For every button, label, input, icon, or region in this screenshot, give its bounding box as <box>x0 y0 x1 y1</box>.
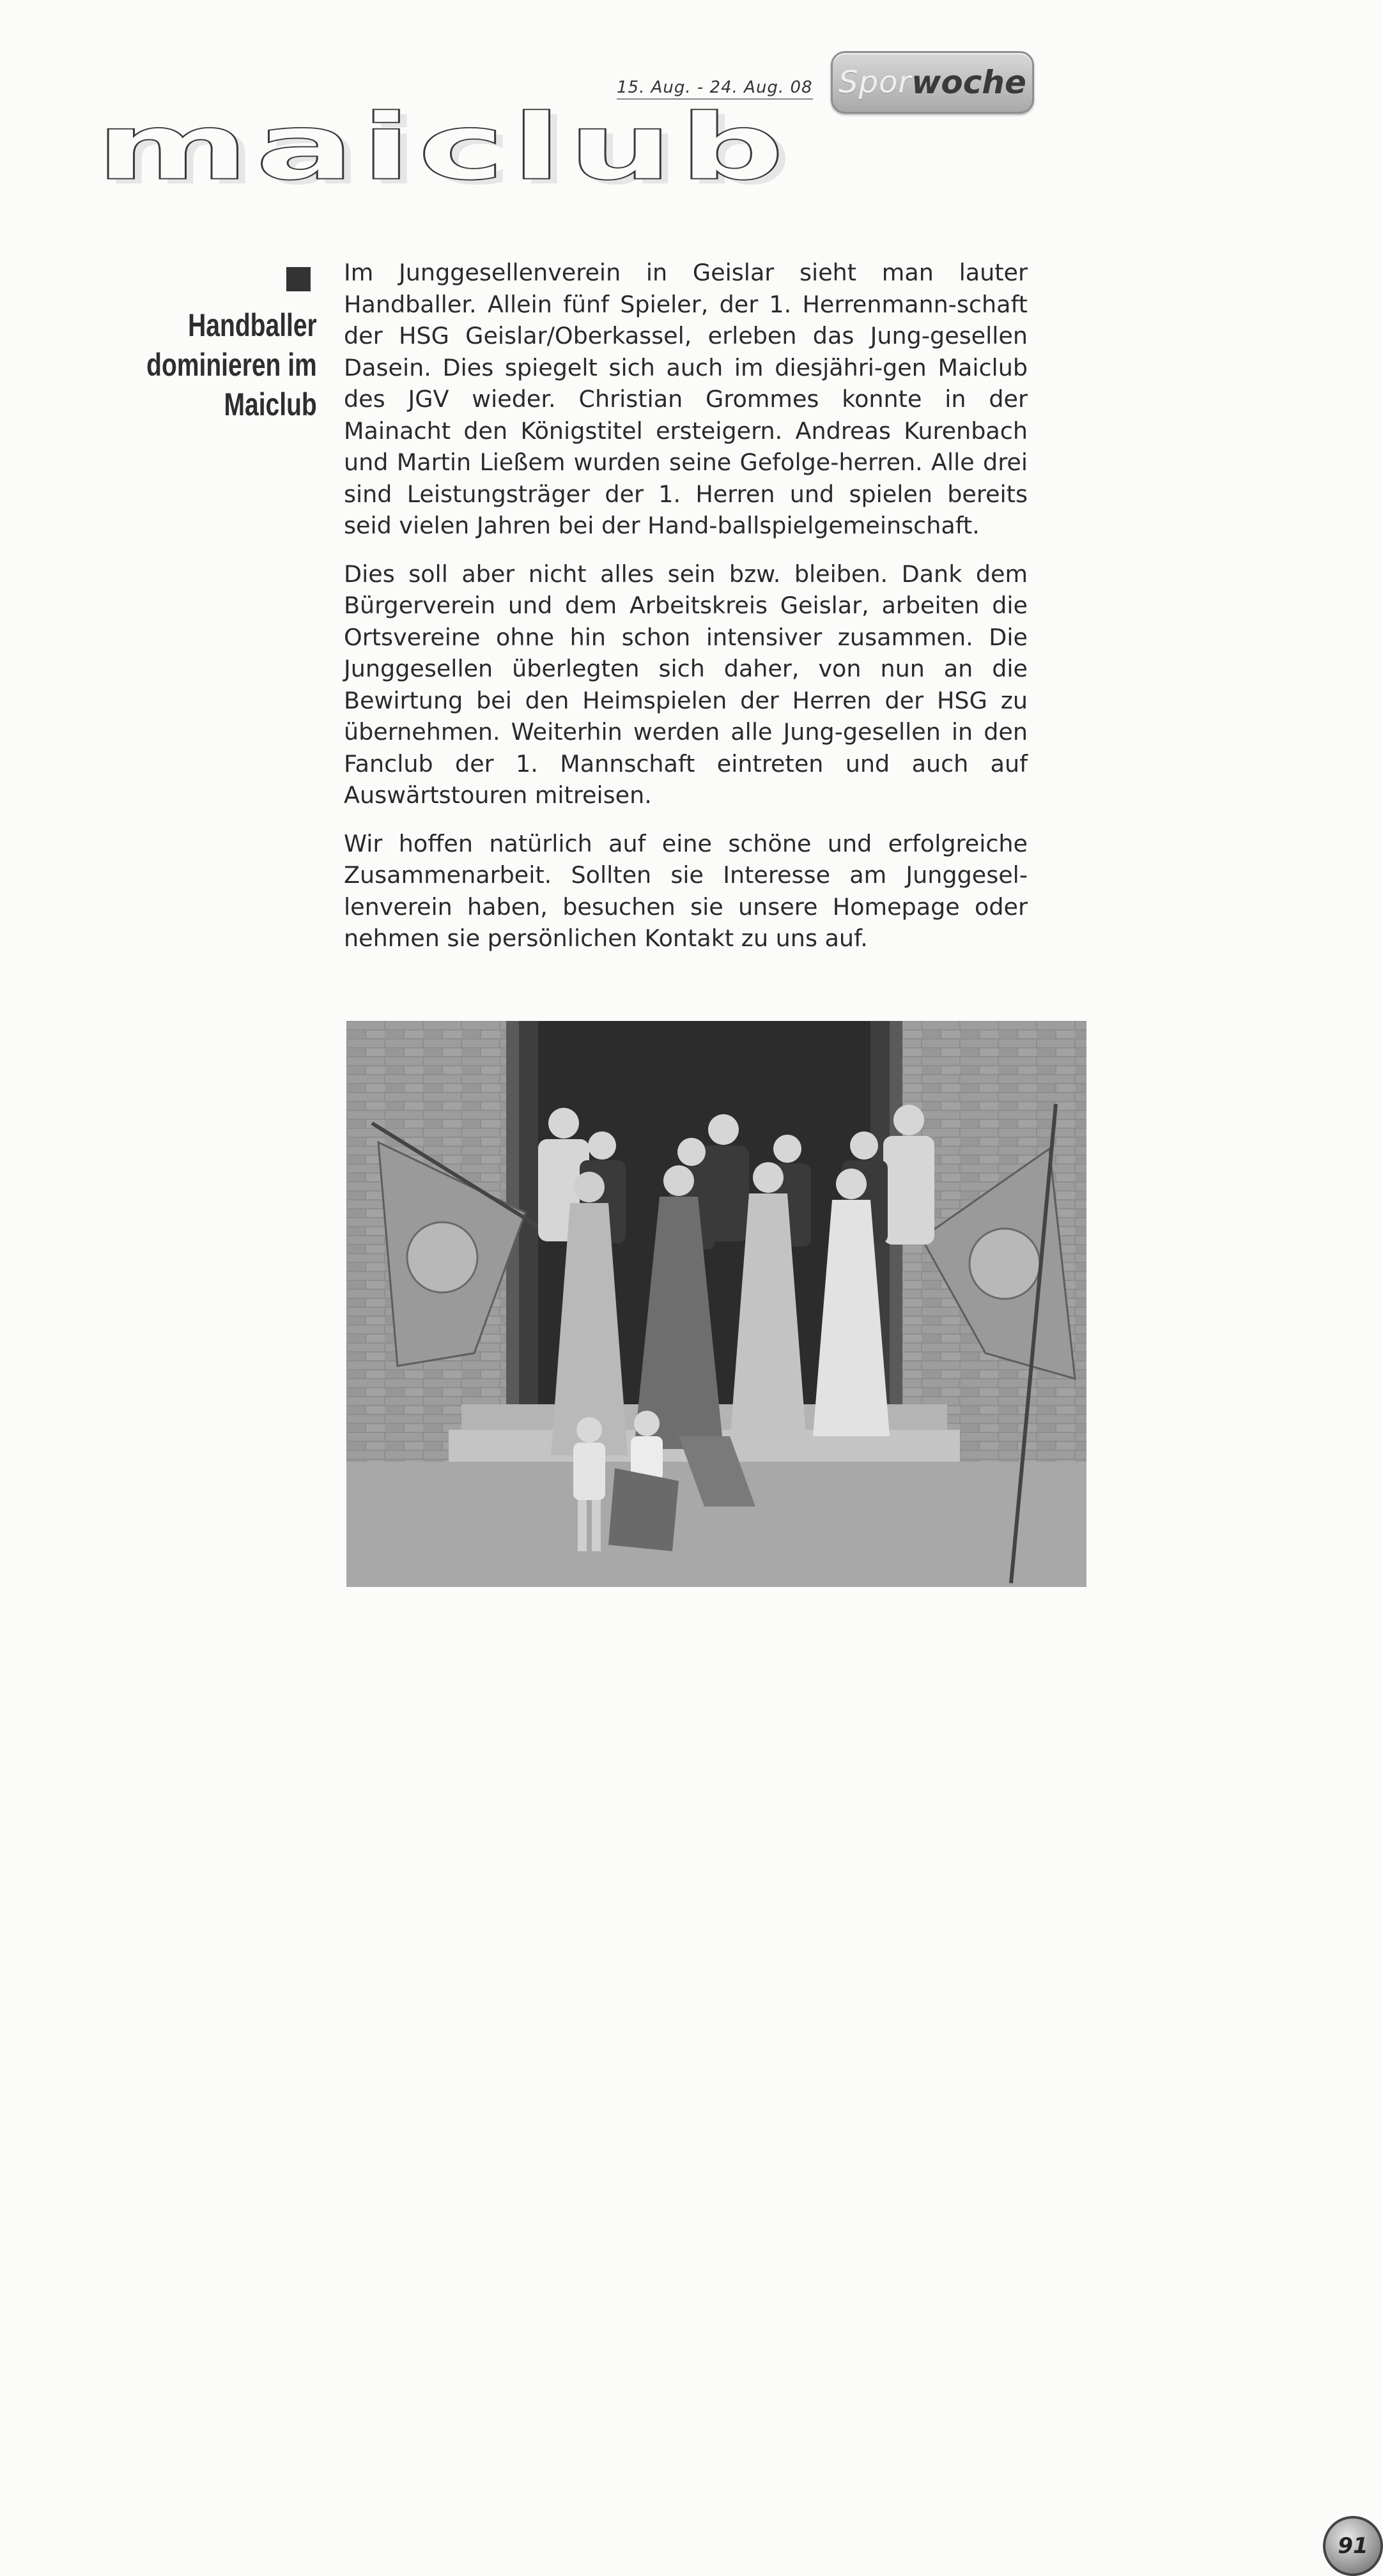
page-title: maiclub <box>96 95 791 201</box>
group-photo <box>346 1021 1368 2559</box>
article-paragraph-2: Dies soll aber nicht alles sein bzw. bleiben. Dank dem Bürgerverein und dem Arbeitskreis Geislar, arbeiten die Ortsvereine ohne hin schon intensiver zusammen. Die Junggesellen überlegten sich daher, von nun an die Bewirtung bei den Heimspielen der Herren der HSG zu übernehmen. Weiterhin werden alle Jung-gesellen in den Fanclub der 1. Mannschaft eintreten und auch auf Auswärtstouren mitreisen. <box>344 560 1028 809</box>
page-number-badge: 91 <box>1323 2516 1383 2576</box>
issue-date-range: 15. Aug. - 24. Aug. 08 <box>617 78 813 100</box>
group-photo-illustration <box>346 1021 1086 1587</box>
badge-label-woche: woche <box>911 64 1026 101</box>
side-heading-line-3: Maiclub <box>224 387 317 422</box>
side-heading <box>146 305 317 424</box>
article-paragraph-1: Im Junggesellenverein in Geislar sieht man lauter Handballer. Allein fünf Spieler, der 1. Herrenmann-schaft der HSG Geislar/Oberkassel, erleben das Jung-gesellen Dasein. Dies spiegelt sich auch im diesjähri-gen Maiclub des JGV wieder. Christian Grommes konnte in der Mainacht den Königstitel ersteigern. Andreas Kurenbach und Martin Ließem wurden seine Gefolge-herren. Alle drei sind Leistungsträger der 1. Herren und spielen bereits seid vielen Jahren bei der Hand-ballspielgemeinschaft. <box>344 259 1028 539</box>
article-body <box>344 257 1028 971</box>
heading-bullet-square <box>286 267 311 291</box>
article-paragraph-3: Wir hoffen natürlich auf eine schöne und erfolgreiche Zusammenarbeit. Sollten sie Interesse am Junggesel-lenverein haben, besuchen sie unsere Homepage oder nehmen sie persönlichen Kontakt zu uns auf. <box>344 829 1028 952</box>
badge-label-sport: Spor <box>838 65 912 100</box>
sportwoche-badge <box>831 51 1034 114</box>
side-heading-line-1: Handballer <box>188 307 317 343</box>
side-heading-line-2: dominieren im <box>146 347 317 383</box>
